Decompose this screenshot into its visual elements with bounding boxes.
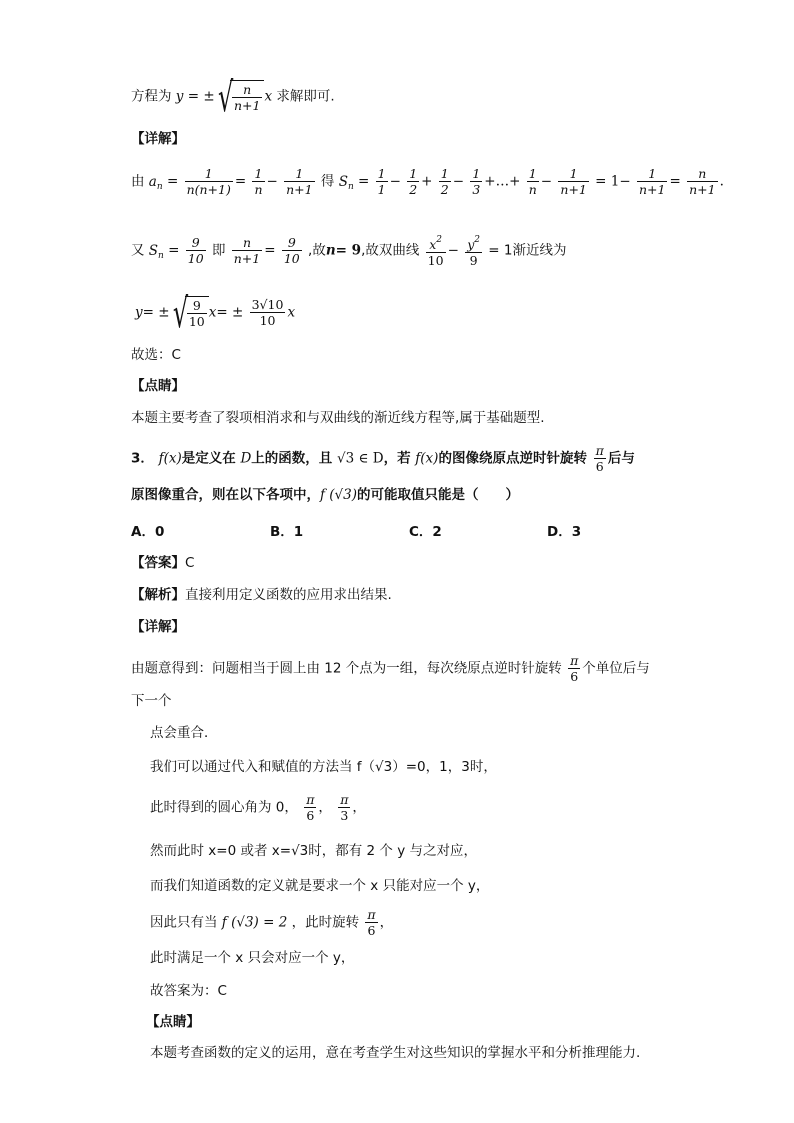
- text-lead: 又: [131, 242, 145, 259]
- term-5: $\frac{1}{n}$: [528, 166, 537, 197]
- answer-label: 【答案】: [131, 555, 185, 571]
- math-y: y: [175, 88, 184, 105]
- analysis-label: 【解析】: [131, 587, 185, 603]
- detail-line-9: 此时满足一个 x 只会对应一个 y，: [150, 950, 355, 966]
- question-3-line-2: 原图像重合，则在以下各项中，f (√3)的可能取值只能是（ ）: [131, 487, 520, 503]
- answer-value: C: [185, 555, 195, 571]
- heading-comment-1: 【点睛】: [131, 378, 185, 394]
- frac-n: $\frac{n}{n+1}$: [233, 235, 261, 266]
- line-asymptote: y= ± √ $\frac{9}{10}$ x= ± $\frac{3√10}{10}$ x: [135, 296, 295, 329]
- analysis-line: [131, 589, 392, 603]
- math-f-sqrt3: f (√3) = 2: [221, 914, 288, 931]
- frac-pi-3: $\frac{\pi}{3}$: [340, 792, 349, 823]
- frac-pi-6: $\frac{\pi}{6}$: [595, 443, 604, 474]
- line-an-sum: 由 $a_n$ = $\frac{1}{n(n+1)}$ = $\frac{1}{n}$ − $\frac{1}{n+1}$ 得 $S_n$ = $\frac{1}{1}$ − $\frac{1}{2}$ + $\frac{1}{2}$ − $\frac{1}{3}$ +…+ $\frac{1}{n}$ − $\frac{1}{n+1}$ = 1− $\frac{1}{n+1}$ = $\frac{n}{n+1}$ .: [131, 166, 724, 197]
- answer-line: [131, 557, 194, 571]
- frac-y2: $\frac{y^2}{9}$: [467, 235, 480, 268]
- heading-detail-2: 【详解】: [131, 619, 185, 635]
- frac-pi-6-b: $\frac{\pi}{6}$: [570, 653, 579, 684]
- math-s: S: [338, 173, 348, 190]
- detail-line-3: 点会重合．: [150, 725, 218, 741]
- sqrt-9-10: √ $\frac{9}{10}$: [174, 296, 209, 329]
- text-comment-1: 本题主要考查了裂项相消求和与双曲线的渐近线方程等,属于基础题型.: [131, 410, 545, 426]
- detail-line-5: 此时得到的圆心角为 0， $\frac{\pi}{6}$ ， $\frac{\pi}{3}$ ，: [150, 792, 366, 823]
- detail-line-6: 然而此时 x=0 或者 x=√3时，都有 2 个 y 与之对应，: [150, 843, 477, 859]
- detail-line-10: 故答案为：C: [150, 983, 227, 999]
- option-c: C．2: [409, 524, 442, 540]
- frac-1: $\frac{1}{n(n+1)}$: [186, 166, 231, 197]
- option-b: B．1: [270, 524, 304, 540]
- analysis-text: 直接利用定义函数的应用求出结果.: [185, 587, 392, 603]
- term-8: $\frac{n}{n+1}$: [689, 166, 716, 197]
- ellipsis: +…+: [484, 173, 521, 190]
- option-d: D．3: [547, 524, 582, 540]
- text-choose-1: 故选：C: [131, 347, 181, 363]
- heading-detail-1: 【详解】: [131, 131, 185, 147]
- frac-3sqrt10: $\frac{3√10}{10}$: [251, 297, 284, 328]
- math-n-bold: n: [325, 242, 336, 259]
- frac-sn: $\frac{9}{10}$: [187, 235, 204, 266]
- math-sub: n: [156, 181, 163, 192]
- frac-3: $\frac{1}{n+1}$: [286, 166, 313, 197]
- term-3: $\frac{1}{2}$: [440, 166, 449, 197]
- math-a: a: [148, 173, 157, 190]
- line-sn-value: 又 $S_n$ = $\frac{9}{10}$ 即 $\frac{n}{n+1}$ = $\frac{9}{10}$ ,故n= 9,故双曲线 $\frac{x^2}{10}$ − $\frac{y^2}{9}$ = 1渐近线为: [131, 235, 567, 268]
- frac-pi-6-c: $\frac{\pi}{6}$: [306, 792, 315, 823]
- question-3-line-1: 3． f(x)是定义在 D上的函数，且 √3 ∈ D，若 f(x)的图像绕原点逆时针旋转 $\frac{\pi}{6}$ 后与: [131, 443, 635, 474]
- frac-x2: $\frac{x^2}{10}$: [427, 235, 444, 268]
- detail-line-2: 下一个: [131, 693, 172, 709]
- heading-comment-2: 【点睛】: [146, 1014, 200, 1030]
- text-suffix: 求解即可.: [276, 88, 335, 105]
- detail-line-7: 而我们知道函数的定义就是要求一个 x 只能对应一个 y，: [150, 878, 490, 894]
- sqrt-expression: [219, 80, 264, 113]
- frac-den: n+1: [233, 98, 261, 113]
- term-7: $\frac{1}{n+1}$: [638, 166, 666, 197]
- frac-9-10: $\frac{9}{10}$: [283, 235, 300, 266]
- detail-line-4: 我们可以通过代入和赋值的方法当 f（√3）=0，1，3时，: [150, 759, 497, 775]
- text-prefix: 方程为: [131, 88, 172, 105]
- term-4: $\frac{1}{3}$: [472, 166, 481, 197]
- text-comment-2: 本题考查函数的定义的运用，意在考查学生对这些知识的掌握水平和分析推理能力.: [150, 1045, 641, 1061]
- text-mid: 得: [320, 173, 335, 190]
- frac-num: √ n: [232, 82, 262, 98]
- detail-line-8: 因此只有当 f (√3) = 2 ，此时旋转 $\frac{\pi}{6}$ ，: [150, 907, 394, 938]
- frac-2: $\frac{1}{n}$: [254, 166, 263, 197]
- math-eq-pm: = ±: [183, 88, 215, 105]
- frac-pi-6-d: $\frac{\pi}{6}$: [367, 907, 376, 938]
- term-1: $\frac{1}{1}$: [377, 166, 386, 197]
- question-number: 3．: [131, 450, 154, 467]
- term-6: $\frac{1}{n+1}$: [560, 166, 587, 197]
- term-2: $\frac{1}{2}$: [409, 166, 418, 197]
- detail-line-1: 由题意得到：问题相当于圆上由 12 个点为一组，每次绕原点逆时针旋转 $\frac{\pi}{6}$ 个单位后与: [131, 653, 650, 684]
- line-equation-form: [131, 80, 335, 113]
- text-lead: 由: [131, 173, 145, 190]
- math-x: x: [264, 88, 273, 105]
- option-a: A．0: [131, 524, 165, 540]
